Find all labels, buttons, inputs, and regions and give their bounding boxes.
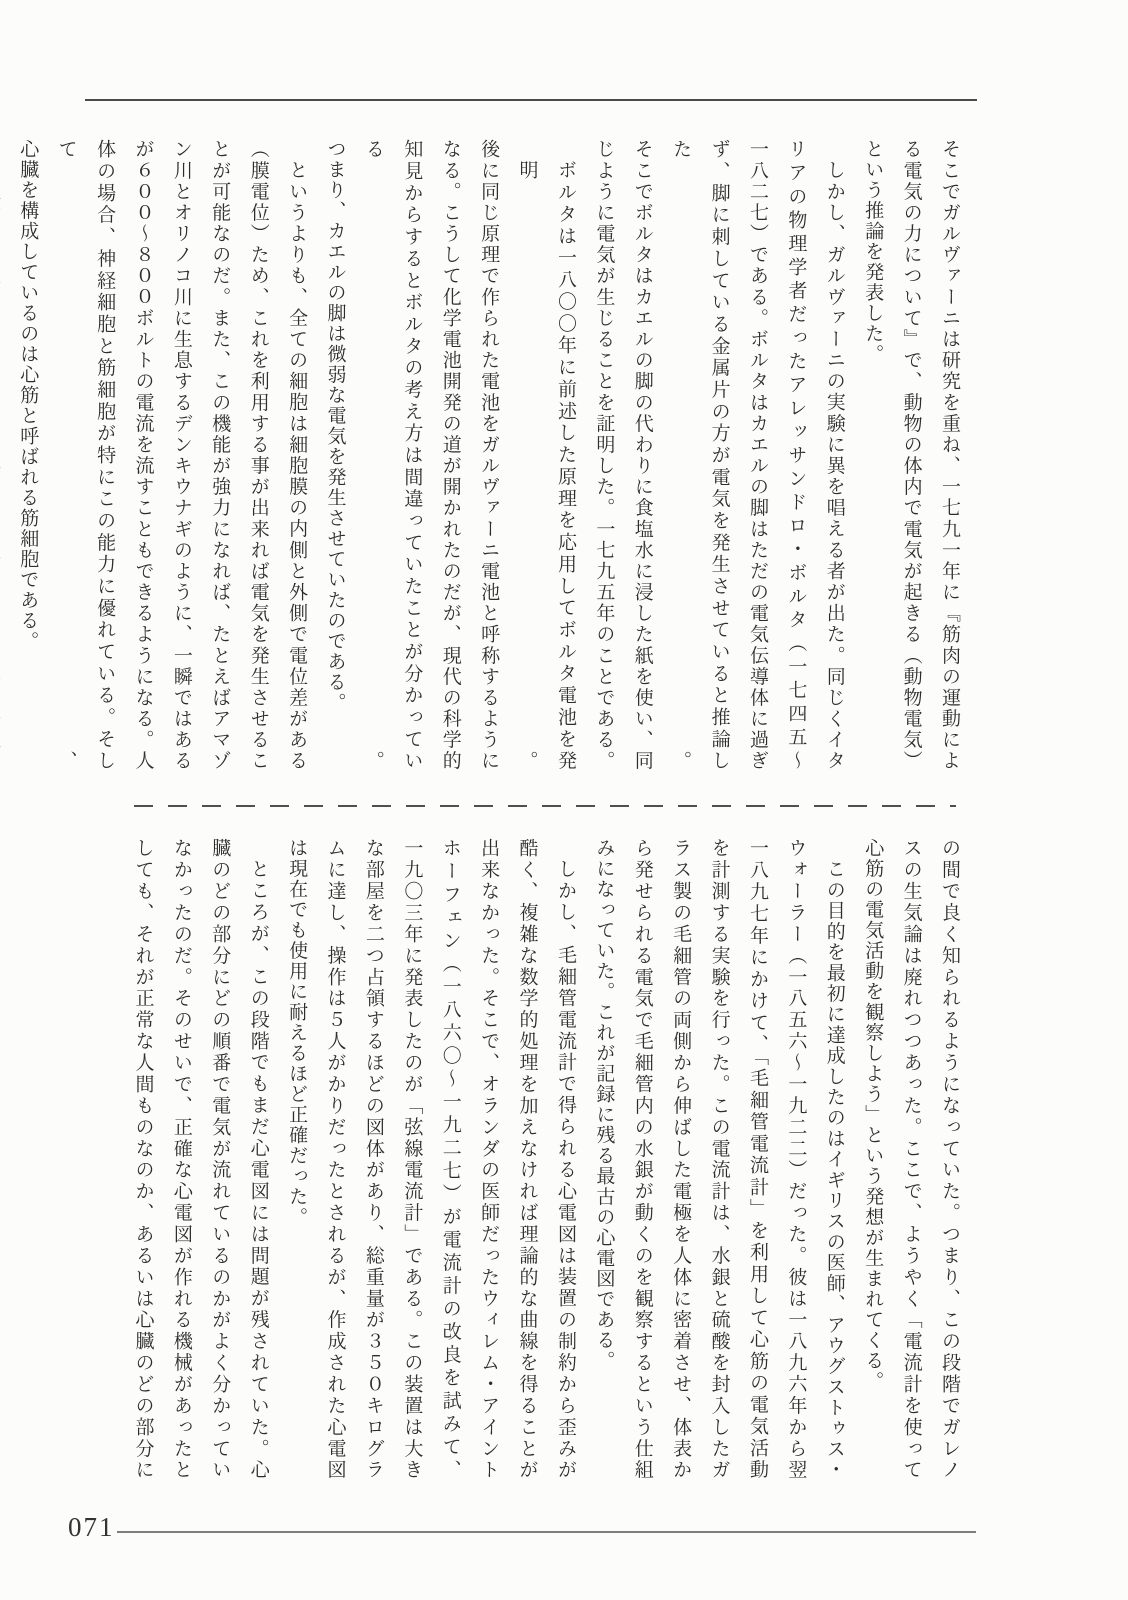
- text-column: という推論を発表した。: [862, 139, 884, 365]
- text-column: 一九〇三年に発表したのが「弦線電流計」である。この装置は大き: [401, 838, 423, 1480]
- text-column: ところが、この段階でもまだ心電図には問題が残されていた。心: [247, 859, 269, 1480]
- text-column: る電気の力について』で、動物の体内で電気が起きる（動物電気）: [900, 139, 922, 772]
- text-column: なる。こうして化学電池開発の道が開かれたのだが、現代の科学的: [439, 139, 461, 771]
- text-column: スの生気論は廃れつつあった。ここで、ようやく「電流計を使って: [900, 838, 922, 1480]
- text-column: 臓のどの部分にどの順番で電気が流れているのかがよく分かってい: [209, 838, 231, 1480]
- text-column: じように電気が生じることを証明した。一七九五年のことである。: [593, 139, 615, 771]
- text-column: みになっていた。これが記録に残る最古の心電図である。: [593, 838, 615, 1371]
- text-column: （膜電位）ため、これを利用する事が出来れば電気を発生させるこ: [247, 139, 269, 771]
- text-column: 心筋の電気活動を観察しよう」という発想が生まれてくる。: [862, 838, 884, 1392]
- text-column: ず、脚に刺している金属片の方が電気を発生させていると推論した。: [670, 139, 730, 771]
- section-divider-dashed: [134, 805, 956, 807]
- text-column: つまり、カエルの脚は微弱な電気を発生させていたのである。: [324, 139, 346, 713]
- text-column: は現在でも使用に耐えるほど正確だった。: [286, 838, 308, 1228]
- footer-rule: [117, 1531, 976, 1533]
- text-column: この目的を最初に達成したのはイギリスの医師、アウグストゥス・: [823, 859, 845, 1480]
- text-column: ラス製の毛細管の両側から伸ばした電極を人体に密着させ、体表か: [670, 838, 692, 1480]
- text-column: ホーフェン（一八六〇～一九二七）が電流計の改良を試みて、: [439, 838, 461, 1480]
- text-column: な部屋を二つ占領するほどの図体があり、総重量が３５０キログラ: [362, 838, 384, 1480]
- text-column: というよりも、全ての細胞は細胞膜の内側と外側で電位差がある: [286, 160, 308, 771]
- header-rule: [85, 99, 977, 101]
- text-column: を計測する実験を行った。この電流計は、水銀と硫酸を封入したガ: [708, 838, 730, 1480]
- text-column: 酷く、複雑な数学的処理を加えなければ理論的な曲線を得ることが: [516, 838, 538, 1480]
- text-column: ムに達し、操作は５人がかりだったとされるが、作成された心電図: [324, 838, 346, 1480]
- text-column: 知見からするとボルタの考え方は間違っていたことが分かっている。: [362, 139, 423, 772]
- text-column: 出来なかった。そこで、オランダの医師だったウィレム・アイント: [478, 838, 500, 1480]
- text-column: なかったのだ。そのせいで、正確な心電図が作れる機械があったと: [170, 838, 192, 1480]
- text-column: ボルタは一八〇〇年に前述した原理を応用してボルタ電池を発明。: [516, 160, 576, 771]
- text-column: 一八二七）である。ボルタはカエルの脚はただの電気伝導体に過ぎ: [746, 139, 768, 771]
- text-column: ン川とオリノコ川に生息するデンキウナギのように、一瞬ではある: [170, 139, 192, 771]
- text-column: の間で良く知られるようになっていた。つまり、この段階でガレノ: [939, 838, 960, 1480]
- text-column: しかし、毛細管電流計で得られる心電図は装置の制約から歪みが: [554, 859, 576, 1480]
- text-block-upper: [17, 139, 968, 772]
- text-column: そこでガルヴァーニは研究を重ね、一七九一年に『筋肉の運動によ: [939, 139, 960, 771]
- text-column: 体の場合、神経細胞と筋細胞が特にこの能力に優れている。そして、: [55, 139, 116, 771]
- text-column: 心臓を構成しているのは心筋と呼ばれる筋細胞である。: [17, 139, 39, 652]
- text-column: ウォーラー（一八五六～一九二二）だった。彼は一八九六年から翌: [785, 838, 807, 1480]
- text-column: [0, 139, 8, 771]
- page-number: 071: [68, 1512, 115, 1542]
- text-column: しても、それが正常な人間ものなのか、あるいは心臓のどの部分に: [132, 838, 154, 1480]
- text-column: リアの物理学者だったアレッサンドロ・ボルタ（一七四五～: [785, 139, 807, 771]
- text-block-lower: [122, 838, 968, 1480]
- text-column: ら発せられる電気で毛細管内の水銀が動くのを観察するという仕組: [631, 838, 653, 1480]
- text-column: そこでボルタはカエルの脚の代わりに食塩水に浸した紙を使い、同: [631, 139, 653, 771]
- text-column: 一八九七年にかけて、「毛細管電流計」を利用して心筋の電気活動: [746, 838, 768, 1480]
- text-column: とが可能なのだ。また、この機能が強力になれば、たとえばアマゾ: [209, 139, 231, 771]
- text-column: が６００～８００ボルトの電流を流すこともできるようになる。人: [132, 139, 154, 771]
- text-column: しかし、ガルヴァーニの実験に異を唱える者が出た。同じくイタ: [823, 160, 845, 772]
- text-column: 後に同じ原理で作られた電池をガルヴァーニ電池と呼称するように: [478, 139, 500, 771]
